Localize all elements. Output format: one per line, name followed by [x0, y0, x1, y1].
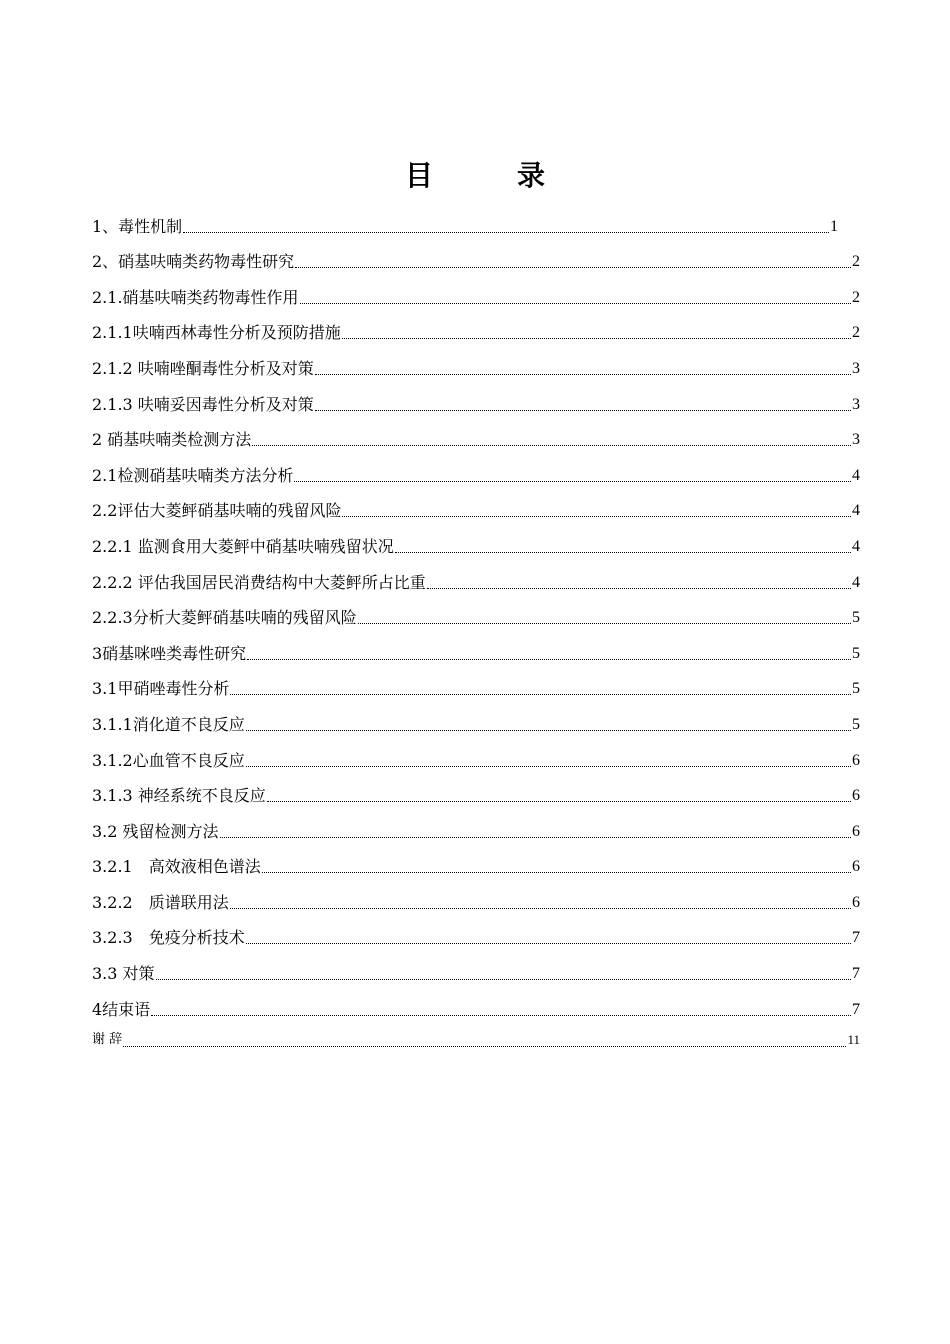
- toc-leader: [262, 872, 851, 873]
- toc-entry-page: 5: [852, 609, 860, 627]
- toc-leader: [315, 410, 851, 411]
- toc-entry-text: 4结束语: [92, 999, 151, 1019]
- toc-entry-page: 6: [852, 787, 860, 805]
- toc-leader: [246, 766, 851, 767]
- toc-leader: [358, 623, 851, 624]
- toc-leader: [230, 908, 851, 909]
- toc-entry[interactable]: [92, 628, 860, 664]
- toc-entry-page: 3: [852, 359, 860, 377]
- toc-entry[interactable]: [92, 664, 860, 700]
- toc-leader: [295, 267, 851, 268]
- toc-entry-page: 4: [852, 537, 860, 555]
- toc-entry-text: 2.2评估大菱鲆硝基呋喃的残留风险: [92, 501, 342, 521]
- toc-entry-text: 2.2.1 监测食用大菱鲆中硝基呋喃残留状况: [92, 536, 394, 556]
- toc-leader: [246, 730, 851, 731]
- toc-leader: [156, 979, 851, 980]
- toc-entry-page: 6: [852, 822, 860, 840]
- toc-leader: [294, 481, 851, 482]
- toc-entry[interactable]: [92, 806, 860, 842]
- toc-entry[interactable]: [92, 521, 860, 557]
- toc-leader: [151, 1015, 851, 1016]
- toc-entry-text: 3.1.1消化道不良反应: [92, 714, 245, 734]
- toc-entry-text: 2、硝基呋喃类药物毒性研究: [92, 252, 295, 272]
- toc-entry-text: 2.1检测硝基呋喃类方法分析: [92, 465, 294, 485]
- toc-leader: [427, 588, 851, 589]
- toc-entry[interactable]: [92, 593, 860, 629]
- toc-leader: [252, 445, 851, 446]
- toc-entry-text: 2.2.3分析大菱鲆硝基呋喃的残留风险: [92, 608, 357, 628]
- toc-entry-page: 7: [852, 965, 860, 983]
- toc-entry-text: 2 硝基呋喃类检测方法: [92, 430, 252, 450]
- toc-entry-text: 3.2.3 免疫分析技术: [92, 928, 245, 948]
- toc-entry[interactable]: [92, 948, 860, 984]
- toc-entry[interactable]: [92, 486, 860, 522]
- toc-leader: [395, 552, 851, 553]
- toc-entry-text: 3硝基咪唑类毒性研究: [92, 643, 247, 663]
- toc-entry-text: 3.1甲硝唑毒性分析: [92, 679, 230, 699]
- toc-entry[interactable]: [92, 771, 860, 807]
- toc-leader: [247, 659, 851, 660]
- toc-leader: [342, 338, 851, 339]
- toc-entry-text: 谢 辞: [92, 1031, 123, 1047]
- toc-entry[interactable]: [92, 415, 860, 451]
- toc-leader: [220, 837, 851, 838]
- toc-entry[interactable]: [92, 877, 860, 913]
- toc-entry-text: 1、毒性机制: [92, 216, 183, 236]
- toc-entry-page: 7: [852, 929, 860, 947]
- toc-entry-page: 4: [852, 466, 860, 484]
- toc-entry-page: 6: [852, 751, 860, 769]
- toc-entry[interactable]: [92, 201, 838, 237]
- toc-entry[interactable]: [92, 237, 860, 273]
- page-title: 目 录: [404, 159, 573, 192]
- toc-entry[interactable]: [92, 343, 860, 379]
- toc-entry-page: 6: [852, 893, 860, 911]
- toc-entry-text: 2.1.3 呋喃妥因毒性分析及对策: [92, 394, 314, 414]
- toc-entry[interactable]: [92, 842, 860, 878]
- toc-entry-page: 4: [852, 573, 860, 591]
- toc-entry-text: 3.2.2 质谱联用法: [92, 892, 229, 912]
- toc-entry-page: 3: [852, 395, 860, 413]
- toc-entry[interactable]: [92, 735, 860, 771]
- toc-entry-page: 5: [852, 680, 860, 698]
- toc-entry[interactable]: [92, 272, 860, 308]
- toc-entry-text: 3.2 残留检测方法: [92, 821, 219, 841]
- toc-entry-text: 2.1.2 呋喃唑酮毒性分析及对策: [92, 358, 314, 378]
- toc-entry-text: 3.3 对策: [92, 964, 155, 984]
- toc-leader: [300, 303, 851, 304]
- toc-leader: [246, 943, 851, 944]
- toc-entry[interactable]: [92, 308, 860, 344]
- toc-entry-page: 4: [852, 502, 860, 520]
- toc-entry[interactable]: [92, 913, 860, 949]
- toc-entry[interactable]: [92, 379, 860, 415]
- toc-leader: [183, 232, 829, 233]
- toc-leader: [342, 516, 851, 517]
- toc-entry-page: 7: [852, 1000, 860, 1018]
- toc-leader: [267, 801, 851, 802]
- toc-entry-text: 2.2.2 评估我国居民消费结构中大菱鲆所占比重: [92, 572, 426, 592]
- toc-leader: [123, 1046, 846, 1047]
- toc-entry-text: 3.2.1 高效液相色谱法: [92, 857, 261, 877]
- toc-entry-page: 5: [852, 644, 860, 662]
- toc-entry[interactable]: [92, 699, 860, 735]
- toc-entry-page: 3: [852, 431, 860, 449]
- toc-list: [92, 201, 860, 1050]
- toc-leader: [315, 374, 851, 375]
- toc-entry-page: 1: [830, 217, 838, 235]
- toc-entry[interactable]: [92, 984, 860, 1020]
- toc-entry-acknowledgements[interactable]: [92, 1020, 860, 1050]
- toc-entry-text: 3.1.3 神经系统不良反应: [92, 786, 266, 806]
- toc-entry-page: 2: [852, 288, 860, 306]
- toc-entry-page: 11: [847, 1031, 860, 1047]
- toc-entry[interactable]: [92, 450, 860, 486]
- toc-entry-page: 5: [852, 715, 860, 733]
- toc-entry[interactable]: [92, 557, 860, 593]
- toc-entry-page: 2: [852, 324, 860, 342]
- toc-entry-text: 3.1.2心血管不良反应: [92, 750, 245, 770]
- toc-entry-page: 6: [852, 858, 860, 876]
- toc-leader: [230, 694, 851, 695]
- toc-entry-text: 2.1.1呋喃西林毒性分析及预防措施: [92, 323, 341, 343]
- toc-entry-page: 2: [852, 253, 860, 271]
- toc-entry-text: 2.1.硝基呋喃类药物毒性作用: [92, 287, 299, 307]
